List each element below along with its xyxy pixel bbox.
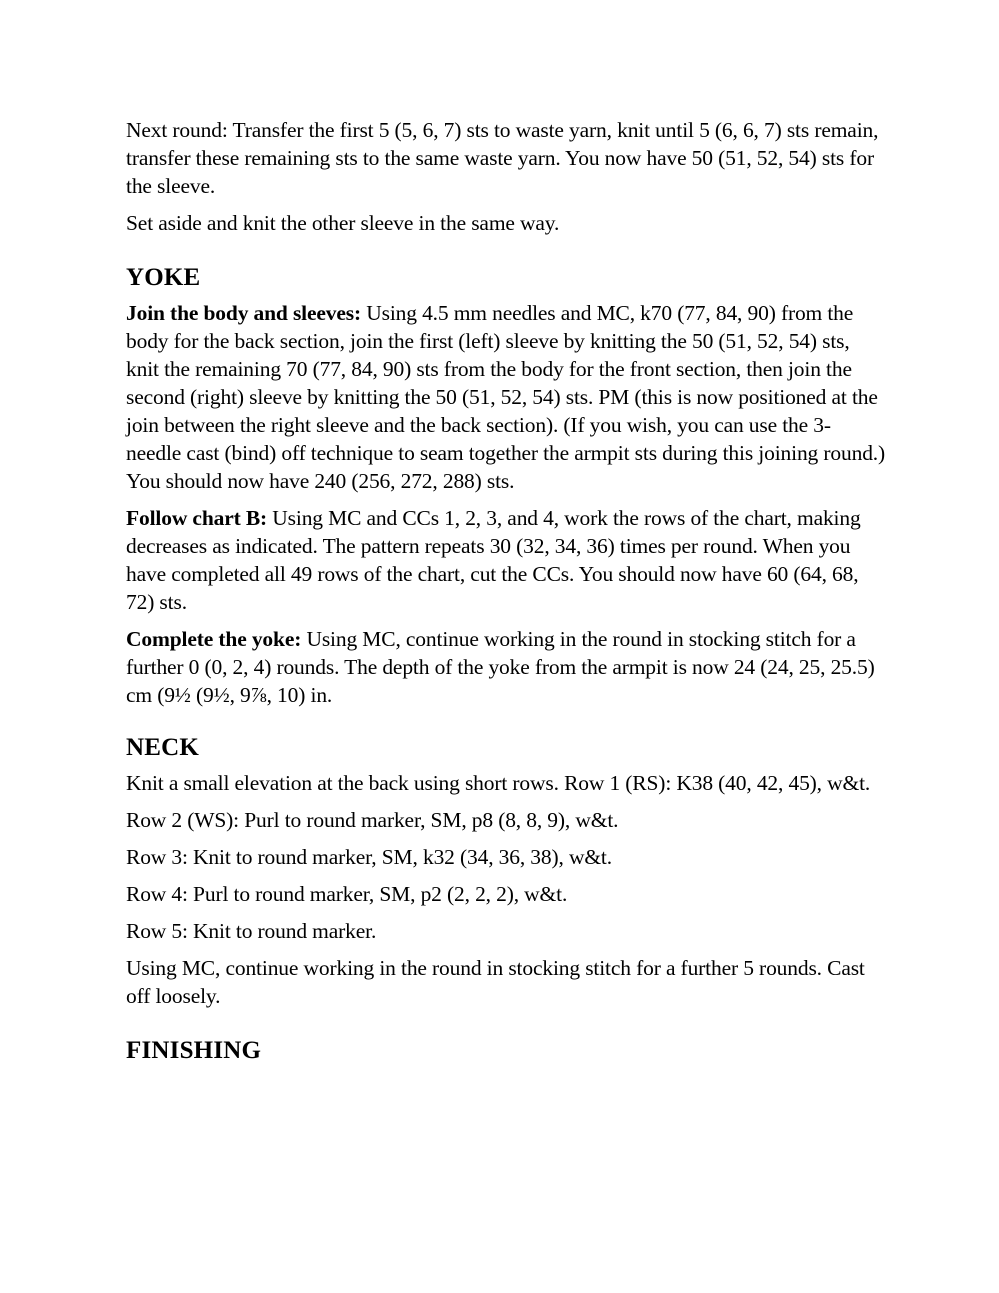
neck-row3-paragraph: Row 3: Knit to round marker, SM, k32 (34, 36, 38), w&t. [126, 845, 612, 869]
join-body-sleeves-paragraph [126, 299, 886, 495]
neck-row5-paragraph: Row 5: Knit to round marker. [126, 919, 377, 943]
follow-chart-paragraph [126, 504, 886, 616]
complete-text: Using MC, continue working in the round in stocking stitch for a further 0 (0, 2, 4) rounds. The depth of the yoke from the armpit is now 24 (24, 25, 25.5) cm (9½ (9½, 9⅞, 10) in. [126, 627, 875, 707]
chart-text: Using MC and CCs 1, 2, 3, and 4, work the rows of the chart, making decreases as indicated. The pattern repeats 30 (32, 34, 36) times per round. When you have completed all 49 rows of the chart, cut the CCs. You should now have 60 (64, 68, 72) sts. [126, 506, 861, 614]
sleeve-set-aside-paragraph: Set aside and knit the other sleeve in the same way. [126, 211, 560, 235]
neck-intro-paragraph: Knit a small elevation at the back using short rows. Row 1 (RS): K38 (40, 42, 45), w&t. [126, 771, 871, 795]
sleeve-next-round-paragraph: Next round: Transfer the first 5 (5, 6, 7) sts to waste yarn, knit until 5 (6, 6, 7) sts remain, transfer these remaining sts to the same waste yarn. You now have 50 (51, 52, 54) sts for the sleeve. [126, 118, 879, 198]
complete-label: Complete the yoke: [126, 627, 302, 651]
chart-label: Follow chart B: [126, 506, 268, 530]
finishing-heading: FINISHING [126, 1037, 262, 1064]
join-text: Using 4.5 mm needles and MC, k70 (77, 84, 90) from the body for the back section, join the first (left) sleeve by knitting the 50 (51, 52, 54) sts, knit the remaining 70 (77, 84, 90) sts from the body for the front section, then join the second (right) sleeve by knitting the 50 (51, 52, 54) sts. PM (this is now positioned at the join between the right sleeve and the back section). (If you wish, you can use the 3-needle cast (bind) off technique to seam together the armpit sts during this joining round.) You should now have 240 (256, 272, 288) sts. [126, 301, 886, 493]
neck-heading: NECK [126, 734, 200, 761]
join-label: Join the body and sleeves: [126, 301, 362, 325]
neck-row2-paragraph: Row 2 (WS): Purl to round marker, SM, p8 (8, 8, 9), w&t. [126, 808, 619, 832]
yoke-heading: YOKE [126, 264, 201, 291]
neck-finish-paragraph: Using MC, continue working in the round in stocking stitch for a further 5 rounds. Cast off loosely. [126, 956, 865, 1008]
pattern-page [126, 116, 886, 1066]
complete-yoke-paragraph [126, 625, 886, 709]
neck-row4-paragraph: Row 4: Purl to round marker, SM, p2 (2, 2, 2), w&t. [126, 882, 568, 906]
